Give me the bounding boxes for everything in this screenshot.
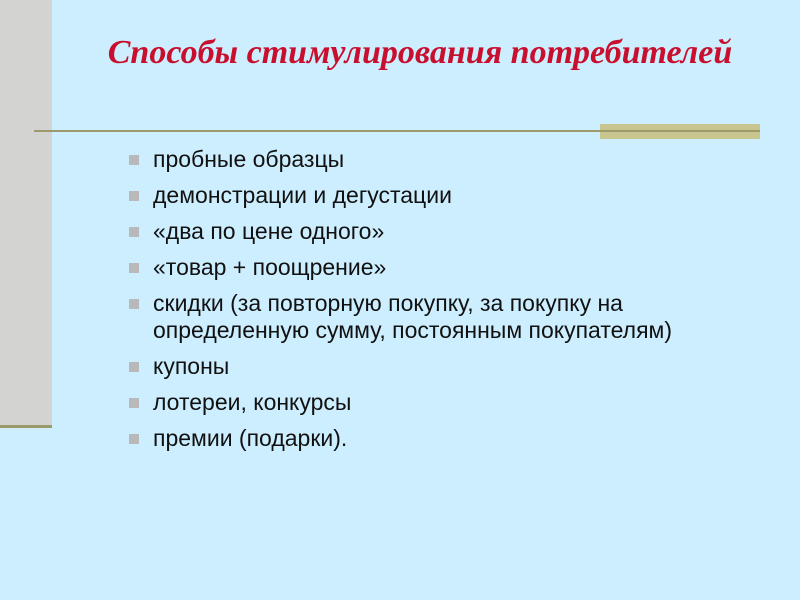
square-bullet-icon xyxy=(129,155,139,165)
square-bullet-icon xyxy=(129,299,139,309)
list-item-text: «два по цене одного» xyxy=(153,218,385,244)
list-item xyxy=(128,290,758,344)
list-item-text: скидки (за повторную покупку, за покупку на определенную сумму, постоянным покупателям) xyxy=(153,290,672,343)
square-bullet-icon xyxy=(129,434,139,444)
list-item xyxy=(128,353,758,380)
list-item xyxy=(128,146,758,173)
list-item-text: лотереи, конкурсы xyxy=(153,389,352,415)
list-item-text: «товар + поощрение» xyxy=(153,254,387,280)
slide-title: Способы стимулирования потребителей xyxy=(107,34,733,71)
list-item-text: демонстрации и дегустации xyxy=(153,182,452,208)
square-bullet-icon xyxy=(129,362,139,372)
list-item xyxy=(128,182,758,209)
square-bullet-icon xyxy=(129,227,139,237)
list-item xyxy=(128,218,758,245)
left-bar-underline xyxy=(0,425,52,428)
list-item xyxy=(128,389,758,416)
list-item xyxy=(128,254,758,281)
square-bullet-icon xyxy=(129,263,139,273)
list-item-text: премии (подарки). xyxy=(153,425,348,451)
bullet-list xyxy=(128,146,758,461)
list-item-text: купоны xyxy=(153,353,230,379)
title-rule-accent-line xyxy=(600,130,760,132)
left-decorative-bar xyxy=(0,0,52,426)
list-item xyxy=(128,425,758,452)
list-item-text: пробные образцы xyxy=(153,146,345,172)
square-bullet-icon xyxy=(129,398,139,408)
square-bullet-icon xyxy=(129,191,139,201)
